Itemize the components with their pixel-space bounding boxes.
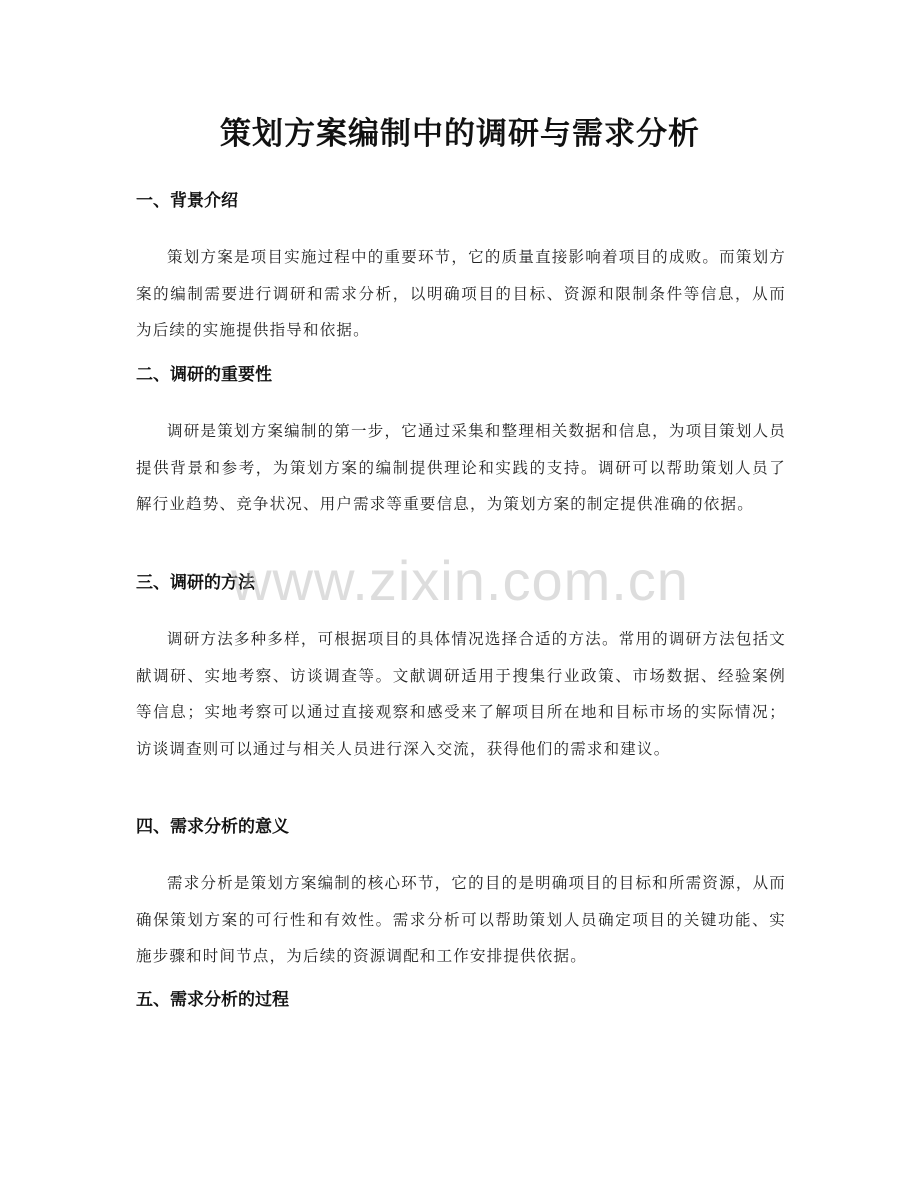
section-paragraph: 需求分析是策划方案编制的核心环节，它的目的是明确项目的目标和所需资源，从而确保策划方案的可行性和有效性。需求分析可以帮助策划人员确定项目的关键功能、实施步骤和时间节点，为后续的资源调配和工作安排提供依据。 [136,874,786,965]
section-paragraph: 调研方法多种多样，可根据项目的具体情况选择合适的方法。常用的调研方法包括文献调研、实地考察、访谈调查等。文献调研适用于搜集行业政策、市场数据、经验案例等信息；实地考察可以通过直接观察和感受来了解项目所在地和目标市场的实际情况；访谈调查则可以通过与相关人员进行深入交流，获得他们的需求和建议。 [136,630,786,758]
section-research-methods [136,571,786,767]
section-research-importance [136,363,786,523]
document-title: 策划方案编制中的调研与需求分析 [220,116,700,152]
section-heading: 四、需求分析的意义 [136,817,289,837]
section-heading: 五、需求分析的过程 [136,990,289,1010]
section-heading: 一、背景介绍 [136,191,238,211]
section-background [136,189,786,349]
section-heading: 三、调研的方法 [136,573,255,593]
section-paragraph: 策划方案是项目实施过程中的重要环节，它的质量直接影响着项目的成败。而策划方案的编制需要进行调研和需求分析，以明确项目的目标、资源和限制条件等信息，从而为后续的实施提供指导和依据。 [136,248,786,339]
watermark: www.zixin.com.cn [231,549,689,612]
section-requirements-process [136,988,786,1012]
section-paragraph: 调研是策划方案编制的第一步，它通过采集和整理相关数据和信息，为项目策划人员提供背景和参考，为策划方案的编制提供理论和实践的支持。调研可以帮助策划人员了解行业趋势、竞争状况、用户需求等重要信息，为策划方案的制定提供准确的依据。 [136,422,786,513]
section-requirements-meaning [136,815,786,975]
section-heading: 二、调研的重要性 [136,365,272,385]
